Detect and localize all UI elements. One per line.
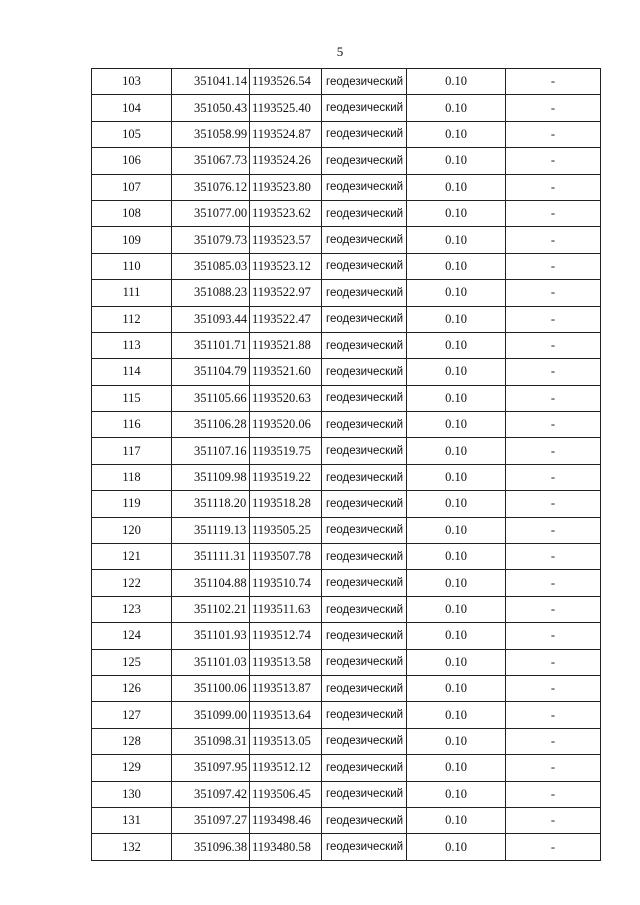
y-coordinate-cell: 1193511.63 bbox=[250, 596, 322, 622]
accuracy-cell: 0.10 bbox=[407, 517, 506, 543]
accuracy-cell: 0.10 bbox=[407, 544, 506, 570]
point-number-cell: 131 bbox=[92, 807, 172, 833]
accuracy-cell: 0.10 bbox=[407, 306, 506, 332]
accuracy-cell: 0.10 bbox=[407, 174, 506, 200]
accuracy-cell: 0.10 bbox=[407, 570, 506, 596]
point-number-cell: 109 bbox=[92, 227, 172, 253]
method-cell: геодезический bbox=[322, 649, 407, 675]
y-coordinate-cell: 1193519.75 bbox=[250, 438, 322, 464]
point-number-cell: 132 bbox=[92, 834, 172, 860]
dash-cell: - bbox=[506, 280, 601, 306]
y-coordinate-cell: 1193512.74 bbox=[250, 623, 322, 649]
x-coordinate-cell: 351111.31 bbox=[172, 544, 250, 570]
x-coordinate-cell: 351099.00 bbox=[172, 702, 250, 728]
table-row bbox=[92, 200, 601, 226]
table-row bbox=[92, 728, 601, 754]
accuracy-cell: 0.10 bbox=[407, 95, 506, 121]
point-number-cell: 113 bbox=[92, 332, 172, 358]
point-number-cell: 103 bbox=[92, 69, 172, 95]
accuracy-cell: 0.10 bbox=[407, 253, 506, 279]
dash-cell: - bbox=[506, 807, 601, 833]
table-row bbox=[92, 412, 601, 438]
y-coordinate-cell: 1193518.28 bbox=[250, 491, 322, 517]
table-row bbox=[92, 280, 601, 306]
y-coordinate-cell: 1193506.45 bbox=[250, 781, 322, 807]
x-coordinate-cell: 351058.99 bbox=[172, 121, 250, 147]
point-number-cell: 112 bbox=[92, 306, 172, 332]
table-row bbox=[92, 121, 601, 147]
accuracy-cell: 0.10 bbox=[407, 834, 506, 860]
accuracy-cell: 0.10 bbox=[407, 385, 506, 411]
y-coordinate-cell: 1193523.12 bbox=[250, 253, 322, 279]
method-cell: геодезический bbox=[322, 570, 407, 596]
x-coordinate-cell: 351067.73 bbox=[172, 148, 250, 174]
method-cell: геодезический bbox=[322, 121, 407, 147]
x-coordinate-cell: 351088.23 bbox=[172, 280, 250, 306]
point-number-cell: 107 bbox=[92, 174, 172, 200]
dash-cell: - bbox=[506, 148, 601, 174]
method-cell: геодезический bbox=[322, 438, 407, 464]
dash-cell: - bbox=[506, 781, 601, 807]
point-number-cell: 111 bbox=[92, 280, 172, 306]
table-row bbox=[92, 623, 601, 649]
x-coordinate-cell: 351085.03 bbox=[172, 253, 250, 279]
table-row bbox=[92, 359, 601, 385]
y-coordinate-cell: 1193512.12 bbox=[250, 755, 322, 781]
table-row bbox=[92, 596, 601, 622]
point-number-cell: 125 bbox=[92, 649, 172, 675]
table-row bbox=[92, 781, 601, 807]
y-coordinate-cell: 1193521.60 bbox=[250, 359, 322, 385]
x-coordinate-cell: 351100.06 bbox=[172, 675, 250, 701]
point-number-cell: 126 bbox=[92, 675, 172, 701]
method-cell: геодезический bbox=[322, 596, 407, 622]
method-cell: геодезический bbox=[322, 174, 407, 200]
accuracy-cell: 0.10 bbox=[407, 359, 506, 385]
method-cell: геодезический bbox=[322, 280, 407, 306]
method-cell: геодезический bbox=[322, 755, 407, 781]
y-coordinate-cell: 1193498.46 bbox=[250, 807, 322, 833]
y-coordinate-cell: 1193525.40 bbox=[250, 95, 322, 121]
x-coordinate-cell: 351101.93 bbox=[172, 623, 250, 649]
dash-cell: - bbox=[506, 755, 601, 781]
accuracy-cell: 0.10 bbox=[407, 412, 506, 438]
point-number-cell: 110 bbox=[92, 253, 172, 279]
dash-cell: - bbox=[506, 649, 601, 675]
x-coordinate-cell: 351104.79 bbox=[172, 359, 250, 385]
y-coordinate-cell: 1193513.05 bbox=[250, 728, 322, 754]
x-coordinate-cell: 351107.16 bbox=[172, 438, 250, 464]
accuracy-cell: 0.10 bbox=[407, 649, 506, 675]
method-cell: геодезический bbox=[322, 544, 407, 570]
accuracy-cell: 0.10 bbox=[407, 464, 506, 490]
x-coordinate-cell: 351076.12 bbox=[172, 174, 250, 200]
x-coordinate-cell: 351102.21 bbox=[172, 596, 250, 622]
y-coordinate-cell: 1193522.97 bbox=[250, 280, 322, 306]
coordinates-table-body bbox=[92, 69, 601, 861]
y-coordinate-cell: 1193523.62 bbox=[250, 200, 322, 226]
dash-cell: - bbox=[506, 623, 601, 649]
table-row bbox=[92, 438, 601, 464]
dash-cell: - bbox=[506, 200, 601, 226]
method-cell: геодезический bbox=[322, 148, 407, 174]
y-coordinate-cell: 1193507.78 bbox=[250, 544, 322, 570]
point-number-cell: 121 bbox=[92, 544, 172, 570]
point-number-cell: 120 bbox=[92, 517, 172, 543]
x-coordinate-cell: 351050.43 bbox=[172, 95, 250, 121]
accuracy-cell: 0.10 bbox=[407, 755, 506, 781]
method-cell: геодезический bbox=[322, 807, 407, 833]
method-cell: геодезический bbox=[322, 781, 407, 807]
method-cell: геодезический bbox=[322, 834, 407, 860]
table-row bbox=[92, 69, 601, 95]
dash-cell: - bbox=[506, 596, 601, 622]
y-coordinate-cell: 1193524.87 bbox=[250, 121, 322, 147]
x-coordinate-cell: 351104.88 bbox=[172, 570, 250, 596]
x-coordinate-cell: 351106.28 bbox=[172, 412, 250, 438]
y-coordinate-cell: 1193480.58 bbox=[250, 834, 322, 860]
table-row bbox=[92, 570, 601, 596]
point-number-cell: 127 bbox=[92, 702, 172, 728]
method-cell: геодезический bbox=[322, 491, 407, 517]
accuracy-cell: 0.10 bbox=[407, 69, 506, 95]
dash-cell: - bbox=[506, 69, 601, 95]
point-number-cell: 116 bbox=[92, 412, 172, 438]
page-number: 5 bbox=[336, 44, 344, 59]
method-cell: геодезический bbox=[322, 728, 407, 754]
method-cell: геодезический bbox=[322, 675, 407, 701]
x-coordinate-cell: 351093.44 bbox=[172, 306, 250, 332]
accuracy-cell: 0.10 bbox=[407, 332, 506, 358]
dash-cell: - bbox=[506, 359, 601, 385]
point-number-cell: 108 bbox=[92, 200, 172, 226]
table-row bbox=[92, 807, 601, 833]
method-cell: геодезический bbox=[322, 385, 407, 411]
accuracy-cell: 0.10 bbox=[407, 227, 506, 253]
dash-cell: - bbox=[506, 675, 601, 701]
y-coordinate-cell: 1193526.54 bbox=[250, 69, 322, 95]
point-number-cell: 124 bbox=[92, 623, 172, 649]
point-number-cell: 123 bbox=[92, 596, 172, 622]
table-row bbox=[92, 517, 601, 543]
point-number-cell: 114 bbox=[92, 359, 172, 385]
accuracy-cell: 0.10 bbox=[407, 121, 506, 147]
table-row bbox=[92, 755, 601, 781]
dash-cell: - bbox=[506, 834, 601, 860]
method-cell: геодезический bbox=[322, 464, 407, 490]
accuracy-cell: 0.10 bbox=[407, 491, 506, 517]
method-cell: геодезический bbox=[322, 69, 407, 95]
accuracy-cell: 0.10 bbox=[407, 200, 506, 226]
method-cell: геодезический bbox=[322, 359, 407, 385]
table-row bbox=[92, 174, 601, 200]
x-coordinate-cell: 351077.00 bbox=[172, 200, 250, 226]
table-row bbox=[92, 95, 601, 121]
accuracy-cell: 0.10 bbox=[407, 781, 506, 807]
x-coordinate-cell: 351105.66 bbox=[172, 385, 250, 411]
coordinates-table bbox=[91, 68, 601, 861]
accuracy-cell: 0.10 bbox=[407, 623, 506, 649]
x-coordinate-cell: 351098.31 bbox=[172, 728, 250, 754]
method-cell: геодезический bbox=[322, 95, 407, 121]
method-cell: геодезический bbox=[322, 332, 407, 358]
dash-cell: - bbox=[506, 306, 601, 332]
x-coordinate-cell: 351097.95 bbox=[172, 755, 250, 781]
dash-cell: - bbox=[506, 385, 601, 411]
dash-cell: - bbox=[506, 332, 601, 358]
x-coordinate-cell: 351101.71 bbox=[172, 332, 250, 358]
accuracy-cell: 0.10 bbox=[407, 148, 506, 174]
x-coordinate-cell: 351119.13 bbox=[172, 517, 250, 543]
method-cell: геодезический bbox=[322, 253, 407, 279]
table-row bbox=[92, 227, 601, 253]
y-coordinate-cell: 1193513.58 bbox=[250, 649, 322, 675]
dash-cell: - bbox=[506, 174, 601, 200]
x-coordinate-cell: 351097.27 bbox=[172, 807, 250, 833]
y-coordinate-cell: 1193510.74 bbox=[250, 570, 322, 596]
dash-cell: - bbox=[506, 412, 601, 438]
dash-cell: - bbox=[506, 544, 601, 570]
y-coordinate-cell: 1193520.06 bbox=[250, 412, 322, 438]
dash-cell: - bbox=[506, 95, 601, 121]
method-cell: геодезический bbox=[322, 227, 407, 253]
x-coordinate-cell: 351096.38 bbox=[172, 834, 250, 860]
dash-cell: - bbox=[506, 121, 601, 147]
accuracy-cell: 0.10 bbox=[407, 280, 506, 306]
table-row bbox=[92, 253, 601, 279]
table-row bbox=[92, 544, 601, 570]
point-number-cell: 118 bbox=[92, 464, 172, 490]
x-coordinate-cell: 351101.03 bbox=[172, 649, 250, 675]
y-coordinate-cell: 1193523.57 bbox=[250, 227, 322, 253]
table-row bbox=[92, 332, 601, 358]
dash-cell: - bbox=[506, 438, 601, 464]
y-coordinate-cell: 1193521.88 bbox=[250, 332, 322, 358]
dash-cell: - bbox=[506, 464, 601, 490]
y-coordinate-cell: 1193523.80 bbox=[250, 174, 322, 200]
x-coordinate-cell: 351041.14 bbox=[172, 69, 250, 95]
y-coordinate-cell: 1193513.87 bbox=[250, 675, 322, 701]
point-number-cell: 129 bbox=[92, 755, 172, 781]
method-cell: геодезический bbox=[322, 517, 407, 543]
accuracy-cell: 0.10 bbox=[407, 728, 506, 754]
point-number-cell: 128 bbox=[92, 728, 172, 754]
table-row bbox=[92, 491, 601, 517]
accuracy-cell: 0.10 bbox=[407, 702, 506, 728]
method-cell: геодезический bbox=[322, 412, 407, 438]
dash-cell: - bbox=[506, 728, 601, 754]
method-cell: геодезический bbox=[322, 623, 407, 649]
table-row bbox=[92, 385, 601, 411]
method-cell: геодезический bbox=[322, 200, 407, 226]
x-coordinate-cell: 351118.20 bbox=[172, 491, 250, 517]
y-coordinate-cell: 1193519.22 bbox=[250, 464, 322, 490]
point-number-cell: 105 bbox=[92, 121, 172, 147]
point-number-cell: 104 bbox=[92, 95, 172, 121]
point-number-cell: 117 bbox=[92, 438, 172, 464]
dash-cell: - bbox=[506, 227, 601, 253]
y-coordinate-cell: 1193513.64 bbox=[250, 702, 322, 728]
y-coordinate-cell: 1193522.47 bbox=[250, 306, 322, 332]
y-coordinate-cell: 1193520.63 bbox=[250, 385, 322, 411]
dash-cell: - bbox=[506, 491, 601, 517]
table-row bbox=[92, 675, 601, 701]
point-number-cell: 115 bbox=[92, 385, 172, 411]
x-coordinate-cell: 351079.73 bbox=[172, 227, 250, 253]
point-number-cell: 119 bbox=[92, 491, 172, 517]
y-coordinate-cell: 1193505.25 bbox=[250, 517, 322, 543]
accuracy-cell: 0.10 bbox=[407, 675, 506, 701]
x-coordinate-cell: 351097.42 bbox=[172, 781, 250, 807]
method-cell: геодезический bbox=[322, 306, 407, 332]
accuracy-cell: 0.10 bbox=[407, 596, 506, 622]
point-number-cell: 122 bbox=[92, 570, 172, 596]
table-row bbox=[92, 148, 601, 174]
table-row bbox=[92, 306, 601, 332]
table-row bbox=[92, 464, 601, 490]
y-coordinate-cell: 1193524.26 bbox=[250, 148, 322, 174]
method-cell: геодезический bbox=[322, 702, 407, 728]
dash-cell: - bbox=[506, 702, 601, 728]
dash-cell: - bbox=[506, 570, 601, 596]
dash-cell: - bbox=[506, 517, 601, 543]
table-row bbox=[92, 834, 601, 860]
dash-cell: - bbox=[506, 253, 601, 279]
point-number-cell: 130 bbox=[92, 781, 172, 807]
accuracy-cell: 0.10 bbox=[407, 807, 506, 833]
table-row bbox=[92, 702, 601, 728]
x-coordinate-cell: 351109.98 bbox=[172, 464, 250, 490]
accuracy-cell: 0.10 bbox=[407, 438, 506, 464]
point-number-cell: 106 bbox=[92, 148, 172, 174]
table-row bbox=[92, 649, 601, 675]
